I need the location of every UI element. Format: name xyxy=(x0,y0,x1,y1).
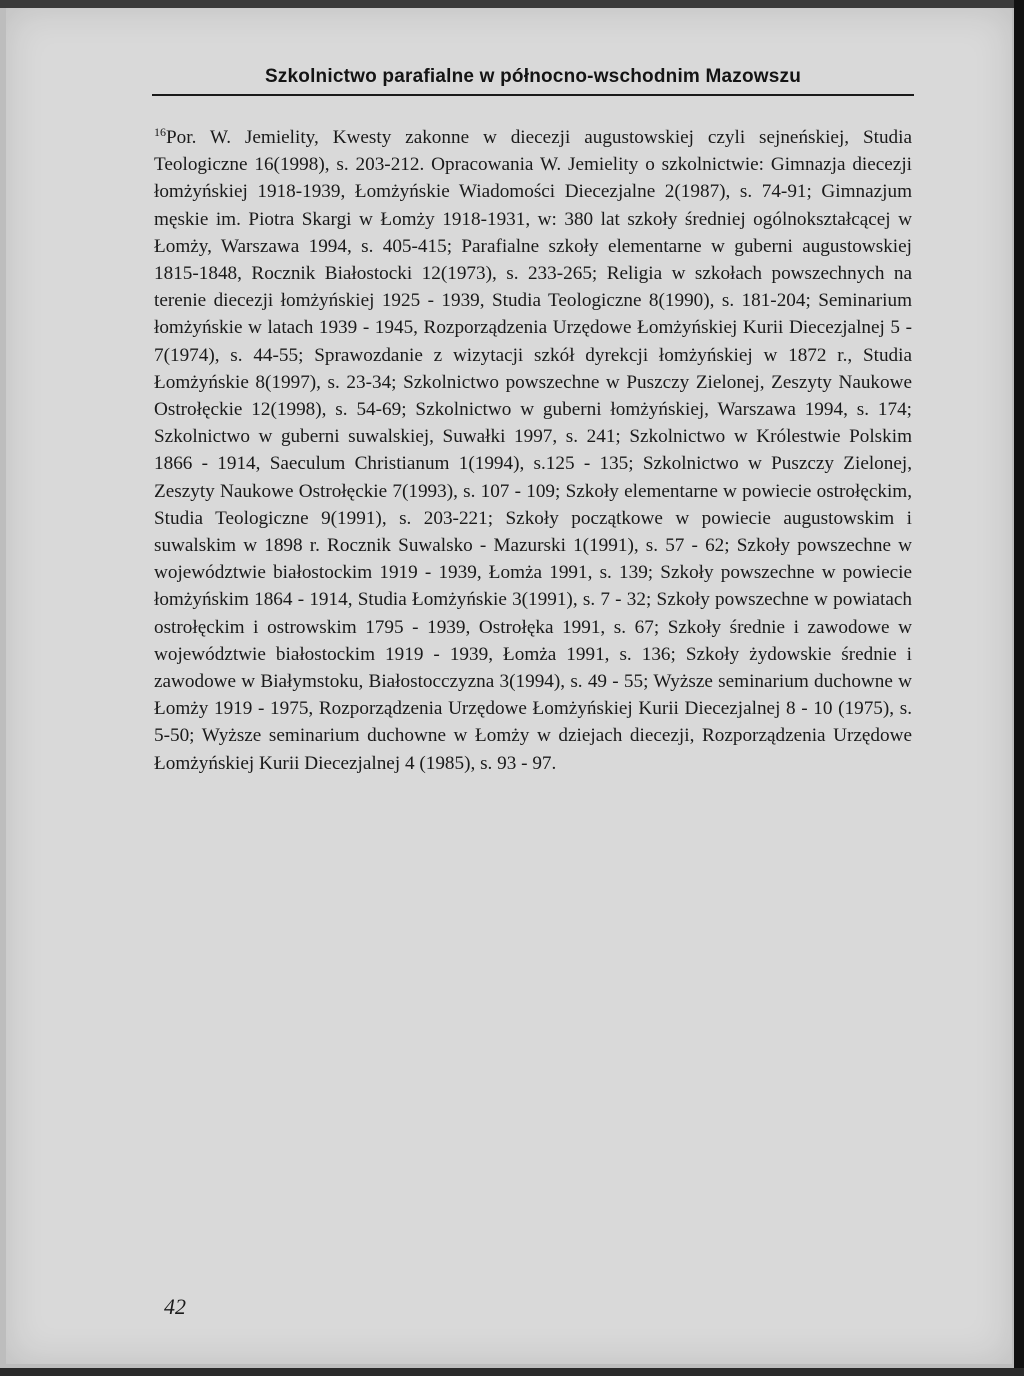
scan-edge-right xyxy=(1014,0,1024,1376)
footnote-text: Por. W. Jemielity, Kwesty zakonne w diecezji augustowskiej czyli sejneńskiej, Studia Teologiczne 16(1998), s. 203-212. Opracowania W. Jemielity o szkolnictwie: Gimnazja diecezji łomżyńskiej 1918-1939, Łomżyńskie Wiadomości Diecezjalne 2(1987), s. 74-91; Gimnazjum męskie im. Piotra Skargi w Łomży 1918-1931, w: 380 lat szkoły średniej ogólnokształcącej w Łomży, Warszawa 1994, s. 405-415; Parafialne szkoły elementarne w guberni augustowskiej 1815-1848, Rocznik Białostocki 12(1973), s. 233-265; Religia w szkołach powszechnych na terenie diecezji łomżyńskiej 1925 - 1939, Studia Teologiczne 8(1990), s. 181-204; Seminarium łomżyńskie w latach 1939 - 1945, Rozporządzenia Urzędowe Łomżyńskiej Kurii Diecezjalnej 5 - 7(1974), s. 44-55; Sprawozdanie z wizytacji szkół dyrekcji łomżyńskiej w 1872 r., Studia Łomżyńskie 8(1997), s. 23-34; Szkolnictwo powszechne w Puszczy Zielonej, Zeszyty Naukowe Ostrołęckie 12(1998), s. 54-69; Szkolnictwo w guberni łomżyńskiej, Warszawa 1994, s. 174; Szkolnictwo w guberni suwalskiej, Suwałki 1997, s. 241; Szkolnictwo w Królestwie Polskim 1866 - 1914, Saeculum Christianum 1(1994), s.125 - 135; Szkolnictwo w Puszczy Zielonej, Zeszyty Naukowe Ostrołęckie 7(1993), s. 107 - 109; Szkoły elementarne w powiecie ostrołęckim, Studia Teologiczne 9(1991), s. 203-221; Szkoły początkowe w powiecie augustowskim i suwalskim w 1898 r. Rocznik Suwalsko - Mazurski 1(1991), s. 57 - 62; Szkoły powszechne w województwie białostockim 1919 - 1939, Łomża 1991, s. 139; Szkoły powszechne w powiecie łomżyńskim 1864 - 1914, Studia Łomżyńskie 3(1991), s. 7 - 32; Szkoły powszechne w powiatach ostrołęckim i ostrowskim 1795 - 1939, Ostrołęka 1991, s. 67; Szkoły średnie i zawodowe w województwie białostockim 1919 - 1939, Łomża 1991, s. 136; Szkoły żydowskie średnie i zawodowe w Białymstoku, Białostocczyzna 3(1994), s. 49 - 55; Wyższe seminarium duchowne w Łomży 1919 - 1975, Rozporządzenia Urzędowe Łomżyńskiej Kurii Diecezjalnej 8 - 10 (1975), s. 5-50; Wyższe seminarium duchowne w Łomży w dziejach diecezji, Rozporządzenia Urzędowe Łomżyńskiej Kurii Diecezjalnej 4 (1985), s. 93 - 97. xyxy=(154,127,912,774)
running-header: Szkolnictwo parafialne w północno-wschodnim Mazowszu xyxy=(264,66,802,87)
scan-edge-top xyxy=(0,0,1024,8)
footnote-number: 16 xyxy=(154,125,166,139)
footnote-16 xyxy=(154,124,912,777)
scan-edge-bottom xyxy=(0,1368,1024,1376)
page-number: 42 xyxy=(164,1294,186,1319)
header-rule xyxy=(152,94,914,96)
